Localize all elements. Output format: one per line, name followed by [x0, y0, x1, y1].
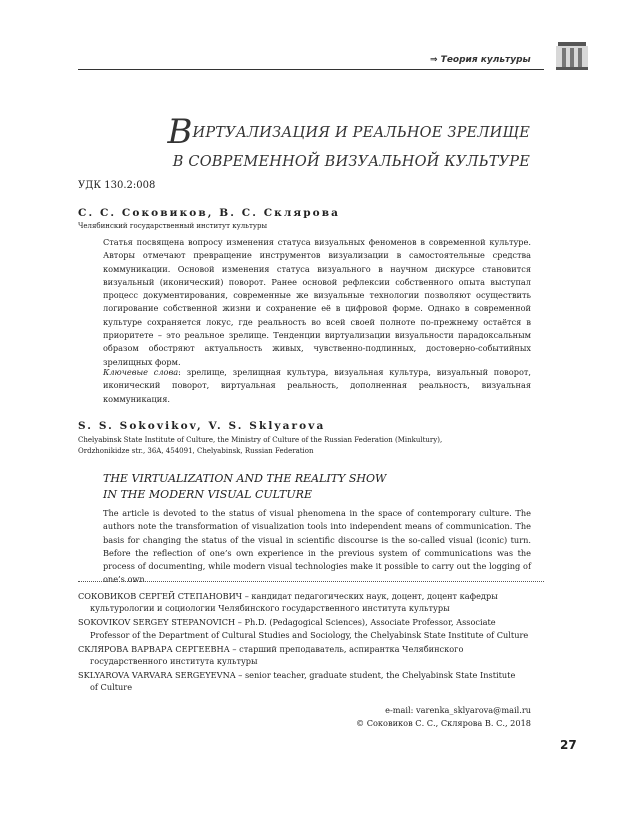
- email-address[interactable]: e-mail: varenka_sklyarova@mail.ru: [385, 705, 531, 715]
- affiliation-en-line-1: Chelyabinsk State Institute of Culture, the Ministry of Culture of the Russian Federation (Minkultury),: [78, 436, 443, 444]
- authors-en: S. S. Sokovikov, V. S. Sklyarova: [78, 420, 326, 432]
- author-note-rest: культурологии и социологии Челябинского государственного института культуры: [90, 603, 450, 614]
- author-note: [78, 590, 534, 614]
- page-number: 27: [560, 738, 577, 752]
- author-note: [78, 669, 534, 693]
- footnote-separator: [78, 581, 544, 582]
- author-note-first: СОКОВИКОВ СЕРГЕЙ СТЕПАНОВИЧ – кандидат педагогических наук, доцент, доцент кафедры: [78, 591, 498, 601]
- udk-code: УДК 130.2:008: [78, 180, 156, 191]
- abstract-en: The article is devoted to the status of visual phenomena in the space of contemporary culture. The authors note the transformation of visualization tools into independent means of communication. The basis for changing the status of the visual in scientific discourse is the so-called visual (iconic) turn. Before the reflection of one’s own experience in the previous system of communications was the process of documenting, while modern visual technologies make it possible to carry out the logging of one’s own: [103, 508, 531, 585]
- header-rule: [78, 69, 544, 70]
- affiliation-ru: Челябинский государственный институт культуры: [78, 222, 268, 230]
- title-line-2: В СОВРЕМЕННОЙ ВИЗУАЛЬНОЙ КУЛЬТУРЕ: [172, 154, 530, 170]
- title-en: [103, 471, 386, 503]
- keywords-ru: [103, 366, 531, 406]
- title-line-1: ИРТУАЛИЗАЦИЯ И РЕАЛЬНОЕ ЗРЕЛИЩЕ: [192, 125, 530, 141]
- author-note: [78, 616, 534, 640]
- author-note-rest: Professor of the Department of Cultural Studies and Sociology, the Chelyabinsk State Institute of Culture: [90, 629, 529, 640]
- column-logo-icon: [556, 40, 588, 70]
- section-header: ⇒ Теория культуры: [430, 55, 531, 65]
- copyright-line: © Соковиков С. С., Склярова В. С., 2018: [355, 717, 531, 728]
- keywords-text: : зрелище, зрелищная культура, визуальная культура, визуальный поворот, иконический поворот, виртуальная реальность, дополненная реальность, визуальная коммуникация.: [103, 367, 532, 404]
- contact-block: [78, 704, 531, 729]
- keywords-label: Ключевые слова: [103, 367, 179, 377]
- author-note-rest: of Culture: [90, 682, 133, 693]
- author-note-rest: государственного института культуры: [90, 656, 258, 667]
- author-note: [78, 643, 534, 667]
- author-note-first: СКЛЯРОВА ВАРВАРА СЕРГЕЕВНА – старший преподаватель, аспирантка Челябинского: [78, 643, 464, 654]
- title-en-line-1: THE VIRTUALIZATION AND THE REALITY SHOW: [103, 472, 387, 485]
- author-note-first: SOKOVIKOV SERGEY STEPANOVICH – Ph.D. (Pedagogical Sciences), Associate Professor, Associate: [78, 617, 496, 628]
- authors-ru: С. С. Соковиков, В. С. Склярова: [78, 207, 341, 219]
- title-en-line-2: IN THE MODERN VISUAL CULTURE: [103, 488, 312, 501]
- author-notes: [78, 590, 534, 696]
- title-initial: В: [167, 112, 193, 152]
- abstract-ru: Статья посвящена вопросу изменения статуса визуальных феноменов в современной культуре. Авторы отмечают превращение инструментов визуализации в самостоятельные средства коммуникации. Основой изменения статуса визуального в научном дискурсе становится визуальный (иконический) поворот. Ранее основой рефлексии собственного опыта выступал процесс документирования, современные же визуальные технологии позволяют осуществить логирование собственной жизни и сохранение её в цифровой форме. Однако в современной культуре сохраняется локус, где реальность во всей своей полноте по-прежнему остаётся в приоритете – это реальное зрелище. Тенденции виртуализации визуальности парадоксальным образом обостряют актуальность живых, чувственно-подлинных, достоверно-событийных зрелищных форм.: [103, 237, 531, 367]
- article-title: [150, 112, 530, 170]
- author-note-first: SKLYAROVA VARVARA SERGEYEVNA – senior teacher, graduate student, the Chelyabinsk State Institute: [78, 670, 516, 681]
- affiliation-en: [78, 435, 478, 457]
- affiliation-en-line-2: Ordzhonikidze str., 36A, 454091, Chelyabinsk, Russian Federation: [78, 447, 314, 455]
